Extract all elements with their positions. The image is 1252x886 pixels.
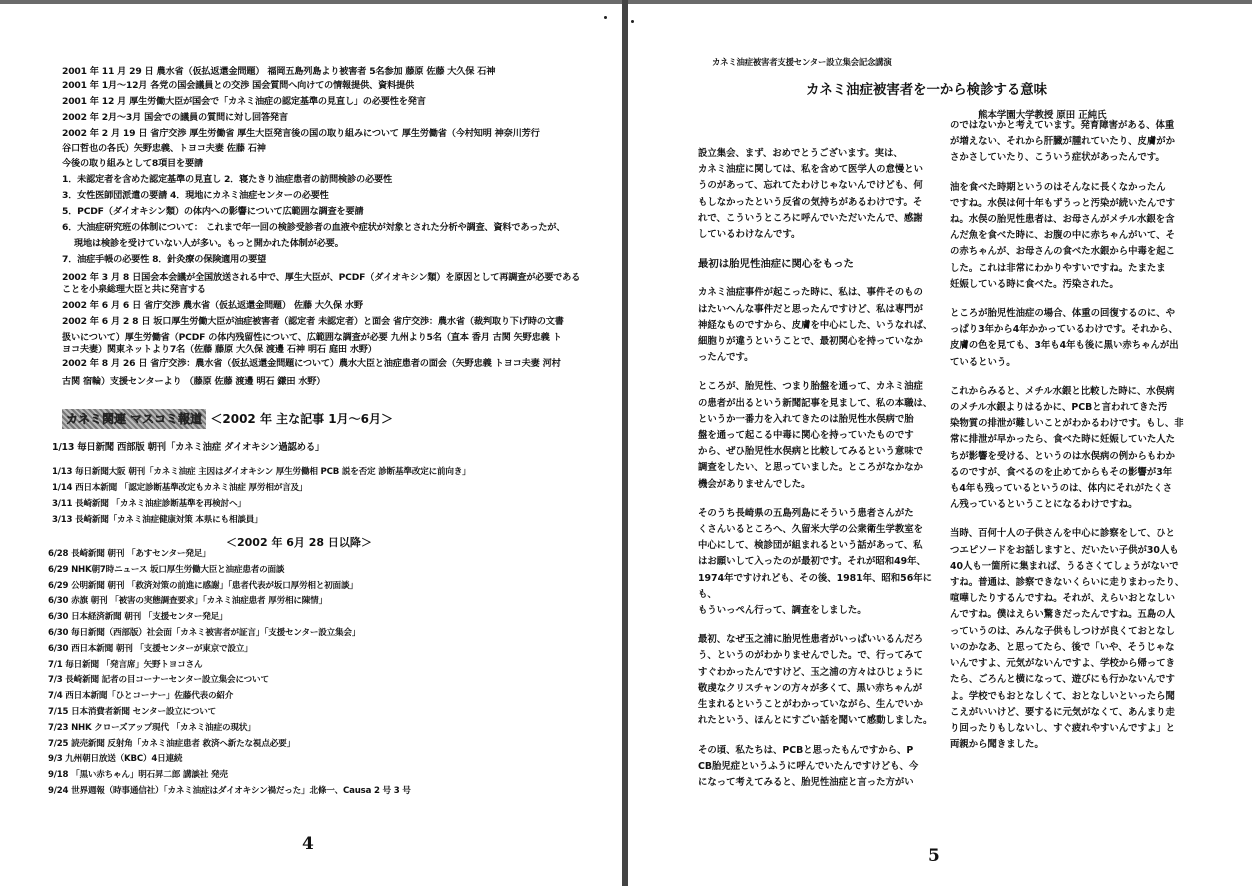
press-item: 1/13 毎日新聞 西部版 朝刊「カネミ油症 ダイオキシン過認める」 (52, 442, 325, 453)
press-item: 9/18 「黒い赤ちゃん」明石昇二郎 講談社 発売 (48, 770, 228, 781)
lecture-author: 熊本学園大学教授 原田 正純氏 (978, 110, 1107, 121)
activity-line: 2001 年 11 月 29 日 農水省（仮払返還金問題） 福岡五島列島より被害者 5名参加 藤原 佐藤 大久保 石神 (62, 66, 496, 77)
lecture-kicker: カネミ油症被害者支援センター設立集会記念講演 (712, 57, 892, 67)
activity-line: 2002 年 6 月 2 8 日 坂口厚生労働大臣が油症被害者（認定者 未認定者）と面会 省庁交渉：農水省（裁判取り下げ時の文書 (62, 316, 564, 327)
article-paragraph: 設立集会、まず、おめでとうございます。実は、 カネミ油症に関しては、私を含めて医学人の怠慢とい うのがあって、忘れてたわけじゃないんでけども、何 もしなかったという反省の気持ちがあるわけです。そ れで、こういうところに呼んでいただいたんで、感謝 しているわけなんです。 (698, 148, 924, 241)
article-paragraph: その頃、私たちは、PCBと思ったもんですから、P CB胎児症というふうに呼んでいたんですけども、今 になって考えてみると、胎児性油症と言った方がい (698, 744, 919, 788)
document-page-4 (0, 4, 622, 886)
activity-line: 谷口哲也の各氏）矢野忠義、トヨコ夫妻 佐藤 石神 (62, 143, 266, 154)
activity-line: 6．大油症研究班の体制について： これまで年一回の検診受診者の血液や症状が対象とされた分析や調査、資料であったが、 (62, 222, 566, 233)
activity-line: 古関 宿輪）支援センターより （藤原 佐藤 渡邊 明石 鎌田 水野） (62, 376, 326, 387)
press-item: 6/30 日本経済新聞 朝刊 「支援センター発足」 (48, 612, 228, 623)
scan-speck (604, 16, 607, 19)
press-item: 6/30 赤旗 朝刊 「被害の実態調査要求」「カネミ油症患者 厚労相に陳情」 (48, 596, 327, 607)
article-paragraph: これからみると、メチル水銀と比較した時に、水俣病 のメチル水銀よりはるかに、PCBと言われてきた汚 染物質の排泄が難しいことがわかるわけです。もし、非 常に排泄が早かったら、食べた時に妊娠していた人た ちが影響を受ける、というのは水俣病の例からもわか るのですが、食べるのを止めてからもその影響が3年 も4年も残っているというのは、体内にそれがたくさ ん残っているということになるわけですね。 (950, 385, 1184, 511)
press-item: 6/29 NHK朝7時ニュース 坂口厚生労働大臣と油症患者の面談 (48, 564, 285, 575)
press-item: 6/30 毎日新聞（西部版）社会面「カネミ被害者が証言」「支援センター設立集会」 (48, 628, 361, 638)
press-item: 6/29 公明新聞 朝刊 「救済対策の前進に感謝」「患者代表が坂口厚労相と初面談」 (48, 580, 358, 591)
press-coverage-heading (62, 409, 393, 429)
press-item: 7/1 毎日新聞 「発言席」矢野トヨコさん (48, 659, 203, 670)
press-coverage-banner: カネミ関連 マスコミ報道 (62, 409, 206, 429)
activity-line: 2002 年 6 月 6 日 省庁交渉 農水省（仮払返還金問題） 佐藤 大久保 水野 (62, 300, 363, 311)
press-item: 7/25 読売新聞 反射角「カネミ油症患者 救済へ新たな視点必要」 (48, 738, 295, 749)
press-item: 6/28 長崎新聞 朝刊 「あすセンター発足」 (48, 549, 211, 559)
press-item: 9/24 世界週報（時事通信社）「カネミ油症はダイオキシン禍だった」北條一、Causa 2 号 3 号 (48, 786, 411, 796)
page-number: 5 (928, 846, 940, 866)
activity-line: 3．女性医師団派遣の要請 4．現地にカネミ油症センターの必要性 (62, 190, 329, 201)
article-paragraph: 油を食べた時期というのはそんなに長くなかったん ですね。水俣は何十年もずうっと汚染が続いたんです ね。水俣の胎児性患者は、お母さんがメチル水銀を含 んだ魚を食べた時に、お腹の中に赤ちゃんがいて、そ の赤ちゃんが、お母さんの食べた水銀から中毒を起こ した。これは非常にわかりやすいですね。たまたま 妊娠している時に食べた。汚染された。 (950, 181, 1176, 290)
article-paragraph: カネミ油症事件が起こった時に、私は、事件そのもの はたいへんな事件だと思ったんですけど、私は専門が 神経なものですから、皮膚を中心にした、いうなれば、 細胞りが違うということで、最初関心を持っていなか ったんです。 (698, 287, 933, 364)
activity-line: 1．未認定者を含めた認定基準の見直し 2．寝たきり油症患者の訪問検診の必要性 (62, 174, 392, 185)
page-number: 4 (302, 834, 314, 854)
press-item: 9/3 九州朝日放送（KBC）4日連続 (48, 754, 183, 765)
press-item: 3/11 長崎新聞 「カネミ油症診断基準を再検討へ」 (52, 499, 246, 509)
article-column-right (950, 118, 1200, 766)
activity-line: 2001 年 12 月 厚生労働大臣が国会で「カネミ油症の認定基準の見直し」の必要性を発言 (62, 96, 426, 107)
scan-speck (631, 20, 634, 23)
press-item: 3/13 長崎新聞「カネミ油症健康対策 本県にも相談員」 (52, 515, 263, 525)
activity-line: 2001 年 1月～12月 各党の国会議員との交渉 国会質問へ向けての情報提供、資料提供 (62, 80, 414, 91)
article-paragraph: ところが、胎児性、つまり胎盤を通って、カネミ油症 の患者が出るという新聞記事を見まして、私の本職は、 というか一番力を入れてきたのは胎児性水俣病で胎 盤を通って起こる中毒に関心を持っていたものです から、ぜひ胎児性水俣病と比較してみるという意味で 調査をしたい、と思っていました。ところがなかなか 機会がありませんでした。 (698, 381, 933, 490)
activity-line: 2002 年 2月～3月 国会での議員の質問に対し回答発言 (62, 112, 288, 123)
press-item: 7/15 日本消費者新聞 センター設立について (48, 707, 217, 717)
lecture-title: カネミ油症被害者を一から検診する意味 (806, 83, 1048, 98)
activity-line: 2002 年 8 月 26 日 省庁交渉：農水省（仮払返還金問題について）農水大臣と油症患者の面会（矢野忠義 トヨコ夫妻 河村 (62, 358, 561, 369)
article-paragraph: 最初、なぜ玉之浦に胎児性患者がいっぱいいるんだろ う、というのがわかりませんでした。で、行ってみて すぐわかったんですけど、玉之浦の方々はひじょうに 敬虔なクリスチャンの方々が多くて、黒い赤ちゃんが 生まれるということがわかっていながら、生んでいか れたという、ほんとにすごい話を聞いて感動しました。 (698, 634, 933, 727)
press-item: 7/23 NHK クローズアップ現代 「カネミ油症の現状」 (48, 722, 256, 733)
activity-line: ことを小泉総理大臣と共に発言する (62, 284, 206, 295)
section-heading: 最初は胎児性油症に関心をもった (698, 258, 854, 271)
activity-line: 2002 年 2 月 19 日 省庁交渉 厚生労働省 厚生大臣発言後の国の取り組みについて 厚生労働省（今村知明 神奈川芳行 (62, 128, 540, 139)
press-coverage-period: ＜2002 年 主な記事 1月～6月＞ (210, 412, 394, 426)
press-item: 7/3 長崎新聞 記者の目コーナーセンター設立集会について (48, 675, 269, 686)
activity-line: ヨコ夫妻）関東ネットより7名（佐藤 藤原 大久保 渡邊 石神 明石 庭田 水野） (62, 344, 377, 355)
press-item: 1/13 毎日新聞大阪 朝刊「カネミ油症 主因はダイオキシン 厚生労働相 PCB 説を否定 診断基準改定に前向き」 (52, 467, 471, 477)
press-list-subheading: ＜2002 年 6月 28 日以降＞ (226, 536, 372, 549)
article-paragraph: のではないかと考えています。発育障害がある、体重 が増えない、それから肝臓が腫れていたり、皮膚がか さかさしていたり、こういう症状があったんです。 (950, 120, 1176, 164)
article-column-left (698, 146, 940, 804)
activity-line: 扱いについて）厚生労働省（PCDF の体内残留性について、広範囲な調査が必要 九州より5名（直本 香月 古関 矢野忠義 ト (62, 332, 562, 343)
activity-line: 2002 年 3 月 8 日国会本会議が全国放送される中で、厚生大臣が、PCDF（ダイオキシン類）を原因として再調査が必要である (62, 272, 581, 283)
document-page-5 (628, 4, 1252, 886)
activity-line: 今後の取り組みとして8項目を要請 (62, 158, 204, 169)
press-item: 7/4 西日本新聞「ひとコーナー」佐藤代表の紹介 (48, 691, 234, 702)
article-paragraph: ところが胎児性油症の場合、体重の回復するのに、や っぱり3年から4年かかっているわけです。それから、 皮膚の色を見ても、3年も4年も後に黒い赤ちゃんが出 ているという。 (950, 308, 1179, 368)
article-paragraph: 当時、百何十人の子供さんを中心に診察をして、ひと つエピソードをお話しますと、だいたい子供が30人も 40人も一箇所に集まれば、うるさくてしょうがないで すね。普通は、診察できないくらいに走りまわったり、 喧嘩したりするんですね。それが、えらいおとなしい んですね。僕はえらい驚きだったんですね。五島の人 っていうのは、みんな子供もしつけが良くておとなし いのかなあ、と思ってたら、後で「いや、そうじゃな いんですよ、元気がないんですよ、学校から帰ってき たら、ごろんと横になって、遊びにも行かないんです よ。学校でもおとなしくて、おとなしいといったら聞 こえがいいけど、要するに元気がなくて、あんまり走 り回ったりもしないし、すぐ疲れやすいんですよ」と 両親から聞きました。 (950, 528, 1185, 751)
activity-line: 7．油症手帳の必要性 8．針灸療の保険適用の要望 (62, 254, 267, 265)
article-paragraph: そのうち長崎県の五島列島にそういう患者さんがた くさんいるところへ、久留米大学の公衆衛生学教室を 中心にして、検診団が組まれるという話があって、私 はお願いして入ったのが最初です。それが昭和49年、 1974年ですけれども、その後、1981年、昭和56年にも、 もういっぺん行って、調査をしました。 (698, 507, 932, 617)
activity-line: 5．PCDF（ダイオキシン類）の体内への影響について広範囲な調査を要請 (62, 206, 364, 217)
press-item: 1/14 西日本新聞 「認定診断基準改定もカネミ油症 厚労相が言及」 (52, 483, 308, 493)
press-item: 6/30 西日本新聞 朝刊 「支援センターが東京で設立」 (48, 643, 253, 654)
activity-line: 現地は検診を受けていない人が多い。もっと開かれた体制が必要。 (74, 238, 344, 249)
